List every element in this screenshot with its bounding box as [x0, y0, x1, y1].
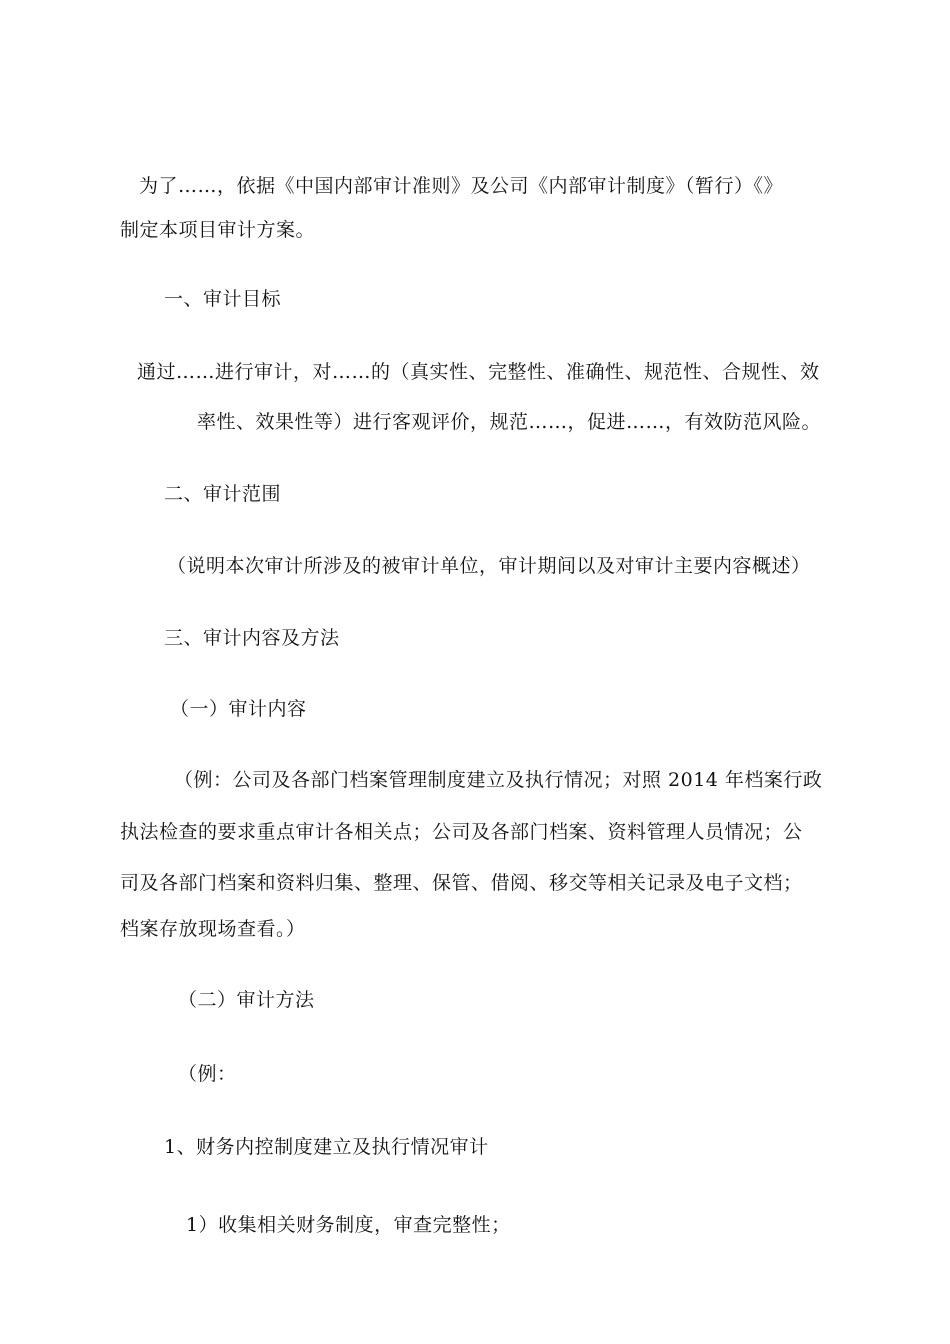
content-line-1: （例：公司及各部门档案管理制度建立及执行情况；对照 2014 年档案行政 — [174, 769, 823, 791]
content-line-4: 档案存放现场查看。） — [120, 918, 306, 940]
method-item-1-point-1: 1）收集相关财务制度，审查完整性； — [186, 1214, 511, 1236]
section-heading-audit-content-method: 三、审计内容及方法 — [164, 627, 340, 649]
objective-line-2: 率性、效果性等）进行客观评价，规范……，促进……，有效防范风险。 — [197, 411, 822, 433]
section-heading-audit-objective: 一、审计目标 — [164, 288, 282, 310]
objective-line-1: 通过……进行审计，对……的（真实性、完整性、准确性、规范性、合规性、效 — [137, 361, 820, 383]
subsection-heading-audit-method: （二）审计方法 — [178, 989, 315, 1011]
section-heading-audit-scope: 二、审计范围 — [164, 483, 282, 505]
intro-line-2: 制定本项目审计方案。 — [120, 219, 316, 241]
subsection-heading-audit-content: （一）审计内容 — [170, 698, 307, 720]
intro-line-1: 为了……，依据《中国内部审计准则》及公司《内部审计制度》（暂行）《》 — [139, 175, 784, 197]
content-line-3: 司及各部门档案和资料归集、整理、保管、借阅、移交等相关记录及电子文档； — [120, 872, 803, 894]
method-example-label: （例： — [178, 1063, 237, 1085]
scope-body: （说明本次审计所涉及的被审计单位，审计期间以及对审计主要内容概述） — [167, 555, 811, 577]
method-item-1-heading: 1、财务内控制度建立及执行情况审计 — [164, 1136, 489, 1158]
content-line-2: 执法检查的要求重点审计各相关点；公司及各部门档案、资料管理人员情况；公 — [120, 821, 803, 843]
